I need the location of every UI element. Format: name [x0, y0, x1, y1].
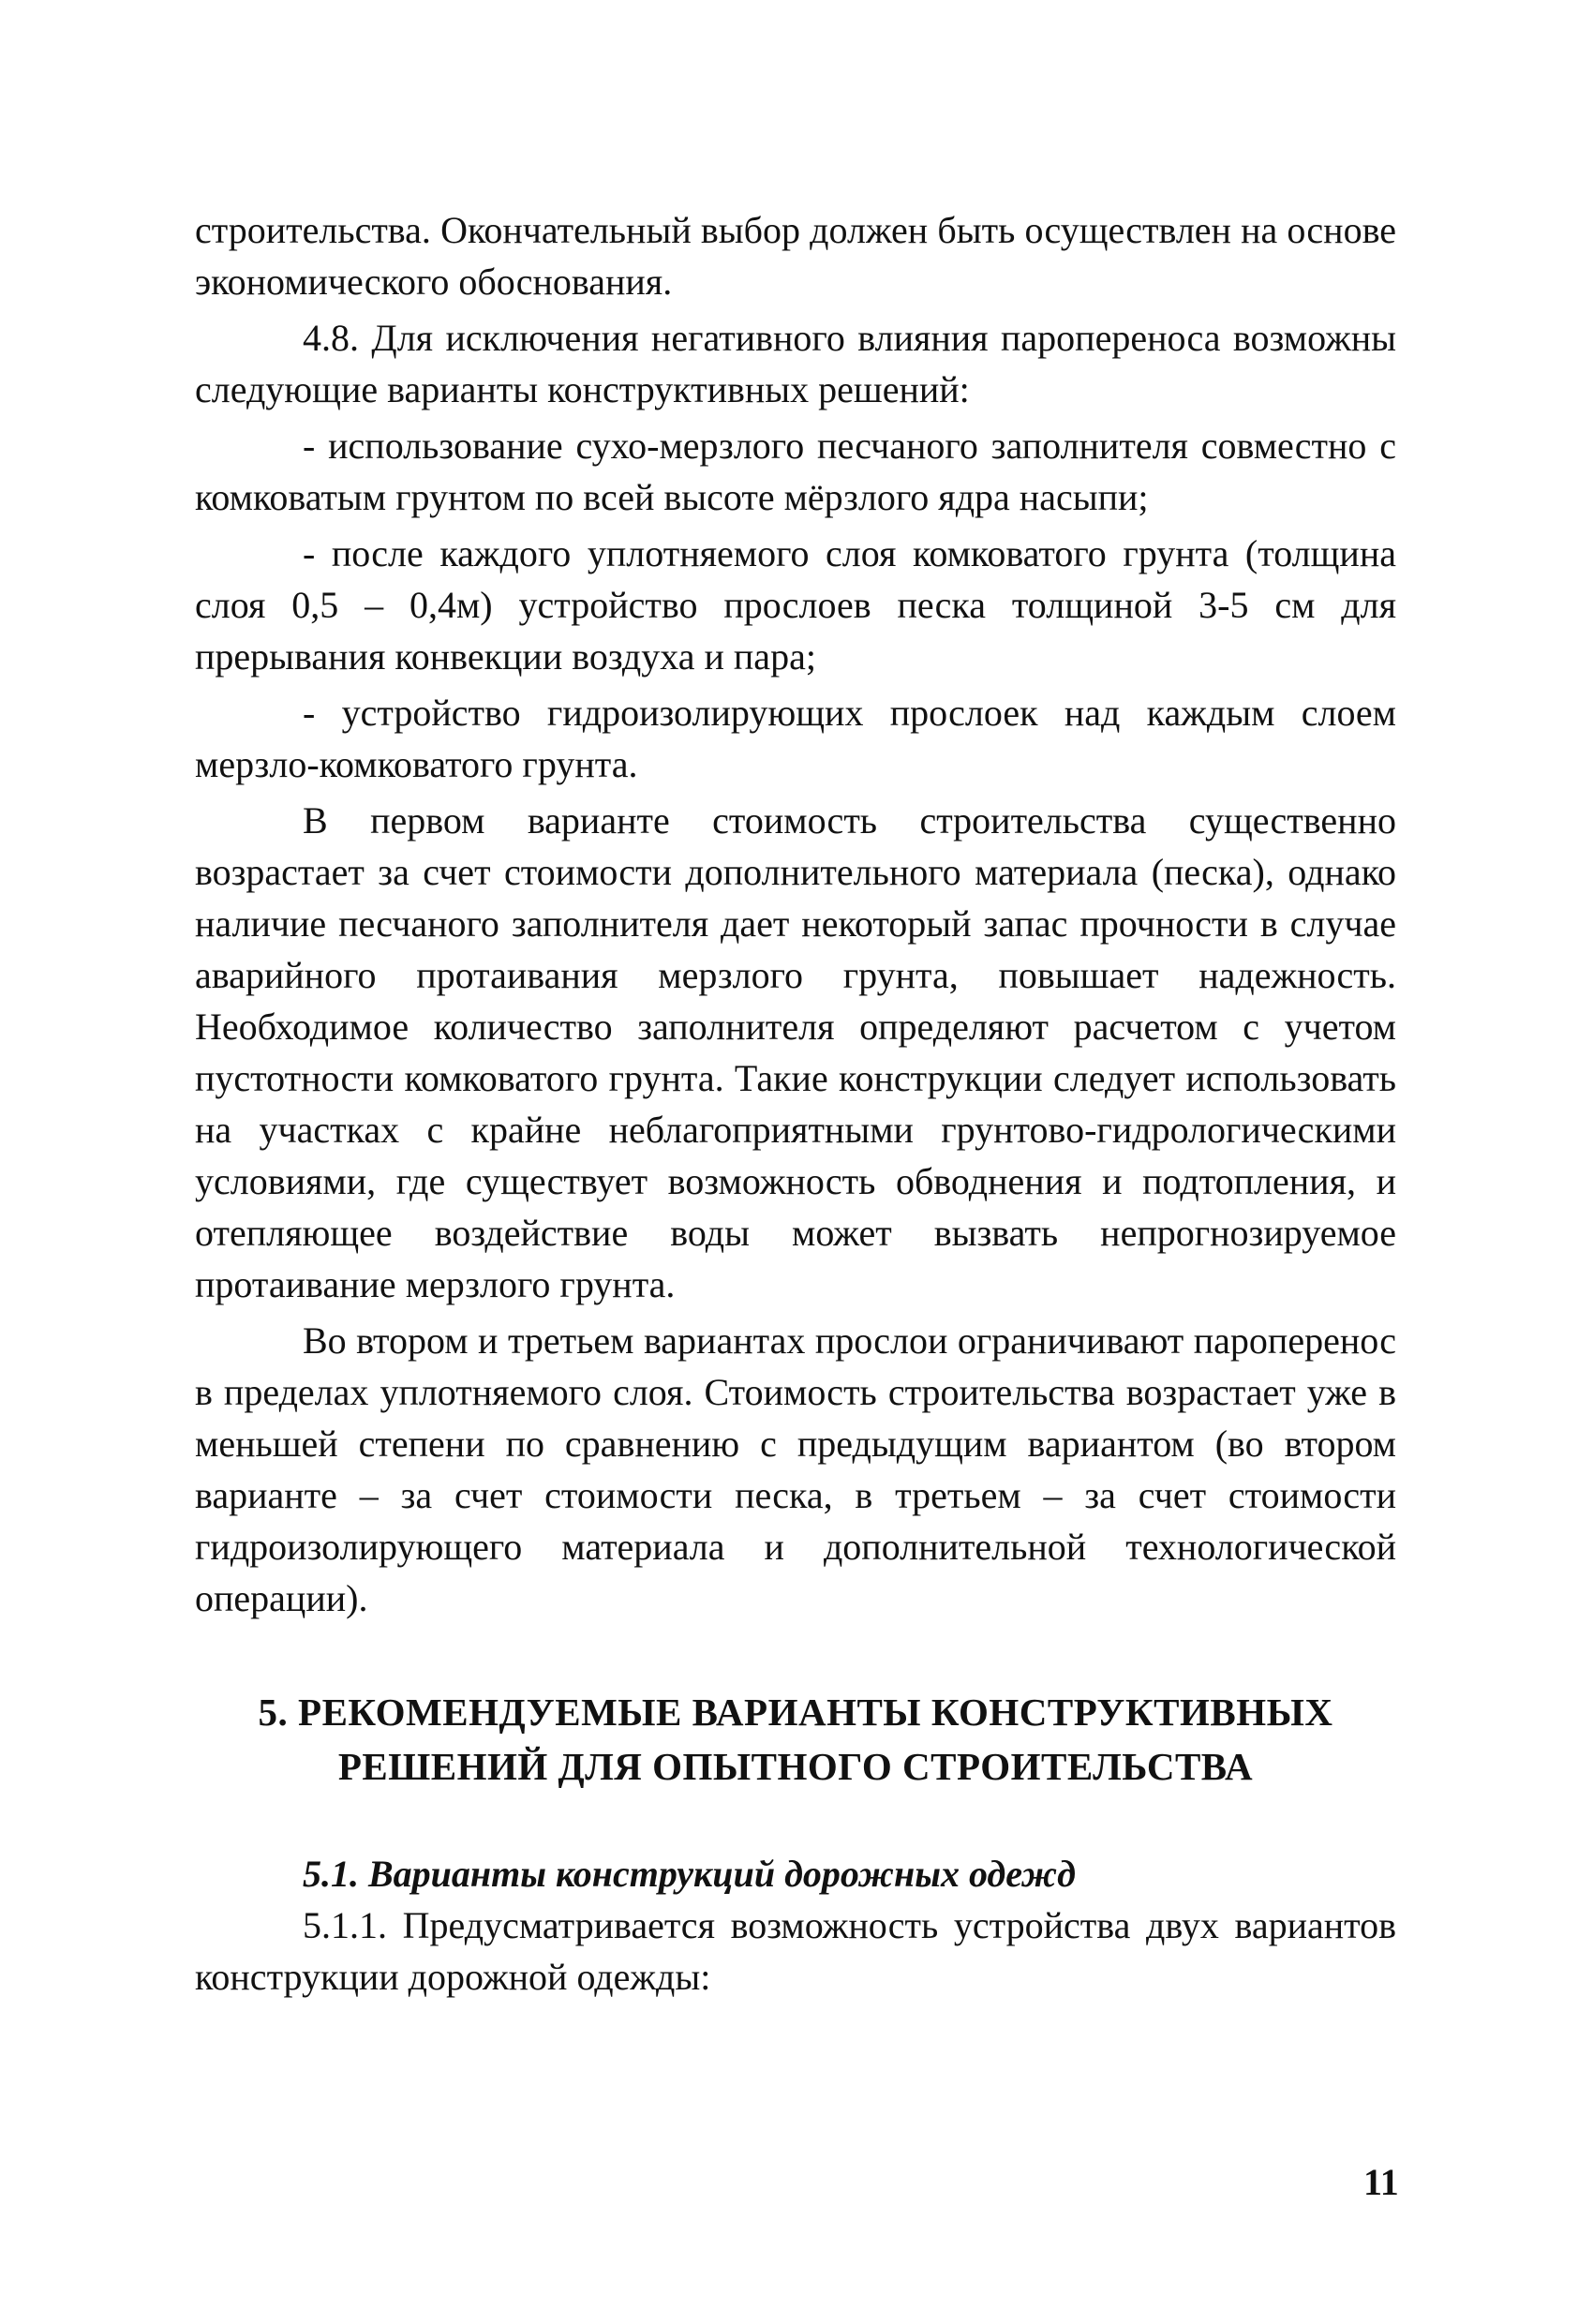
- section-heading: [195, 1685, 1396, 1794]
- paragraph-first-variant: В первом варианте стоимость строительства существенно возрастает за счет стоимости дополнительного материала (песка), однако наличие песчаного заполнителя дает некоторый запас прочности в случае аварийного протаивания мерзлого грунта, повышает надежность. Необходимое количество заполнителя определяют расчетом с учетом пустотности комковатого грунта. Такие конструкции следует использовать на участках с крайне неблагоприятными грунтово-гидрологическими условиями, где существует возможность обводнения и подтопления, и отепляющее воздействие воды может вызвать непрогнозируемое протаивание мерзлого грунта.: [195, 799, 1396, 1305]
- subsection-heading: 5.1. Варианты конструкций дорожных одежд: [303, 1853, 1076, 1895]
- section-heading-line-2: РЕШЕНИЙ ДЛЯ ОПЫТНОГО СТРОИТЕЛЬСТВА: [337, 1745, 1254, 1788]
- paragraph-continuation: строительства. Окончательный выбор должен быть осуществлен на основе экономического обоснования.: [195, 209, 1396, 303]
- paragraph-second-third-variants: Во втором и третьем вариантах прослои ограничивают паропеpенос в пределах уплотняемого слоя. Стоимость строительства возрастает уже в меньшей степени по сравнению с предыдущим вариантом (во втором варианте – за счет стоимости песка, в третьем – за счет стоимости гидроизолирующего материала и дополнительной технологической операции).: [195, 1319, 1396, 1619]
- list-item-option-2: - после каждого уплотняемого слоя комковатого грунта (толщина слоя 0,5 – 0,4м) устройство прослоев песка толщиной 3-5 см для прерывания конвекции воздуха и пара;: [195, 532, 1396, 678]
- page-number: 11: [1363, 2161, 1399, 2203]
- section-heading-line-1: 5. РЕКОМЕНДУЕМЫЕ ВАРИАНТЫ КОНСТРУКТИВНЫХ: [258, 1691, 1333, 1734]
- list-item-option-1: - использование сухо-мерзлого песчаного заполнителя совместно с комковатым грунтом по всей высоте мёрзлого ядра насыпи;: [195, 425, 1396, 518]
- list-item-option-3: - устройство гидроизолирующих прослоек над каждым слоем мерзло-комковатого грунта.: [195, 692, 1396, 785]
- paragraph-4-8: 4.8. Для исключения негативного влияния паропереноса возможны следующие варианты конструктивных решений:: [195, 317, 1396, 410]
- document-page: [195, 204, 1396, 2003]
- paragraph-5-1-1: 5.1.1. Предусматривается возможность устройства двух вариантов конструкции дорожной одежды:: [195, 1904, 1396, 1998]
